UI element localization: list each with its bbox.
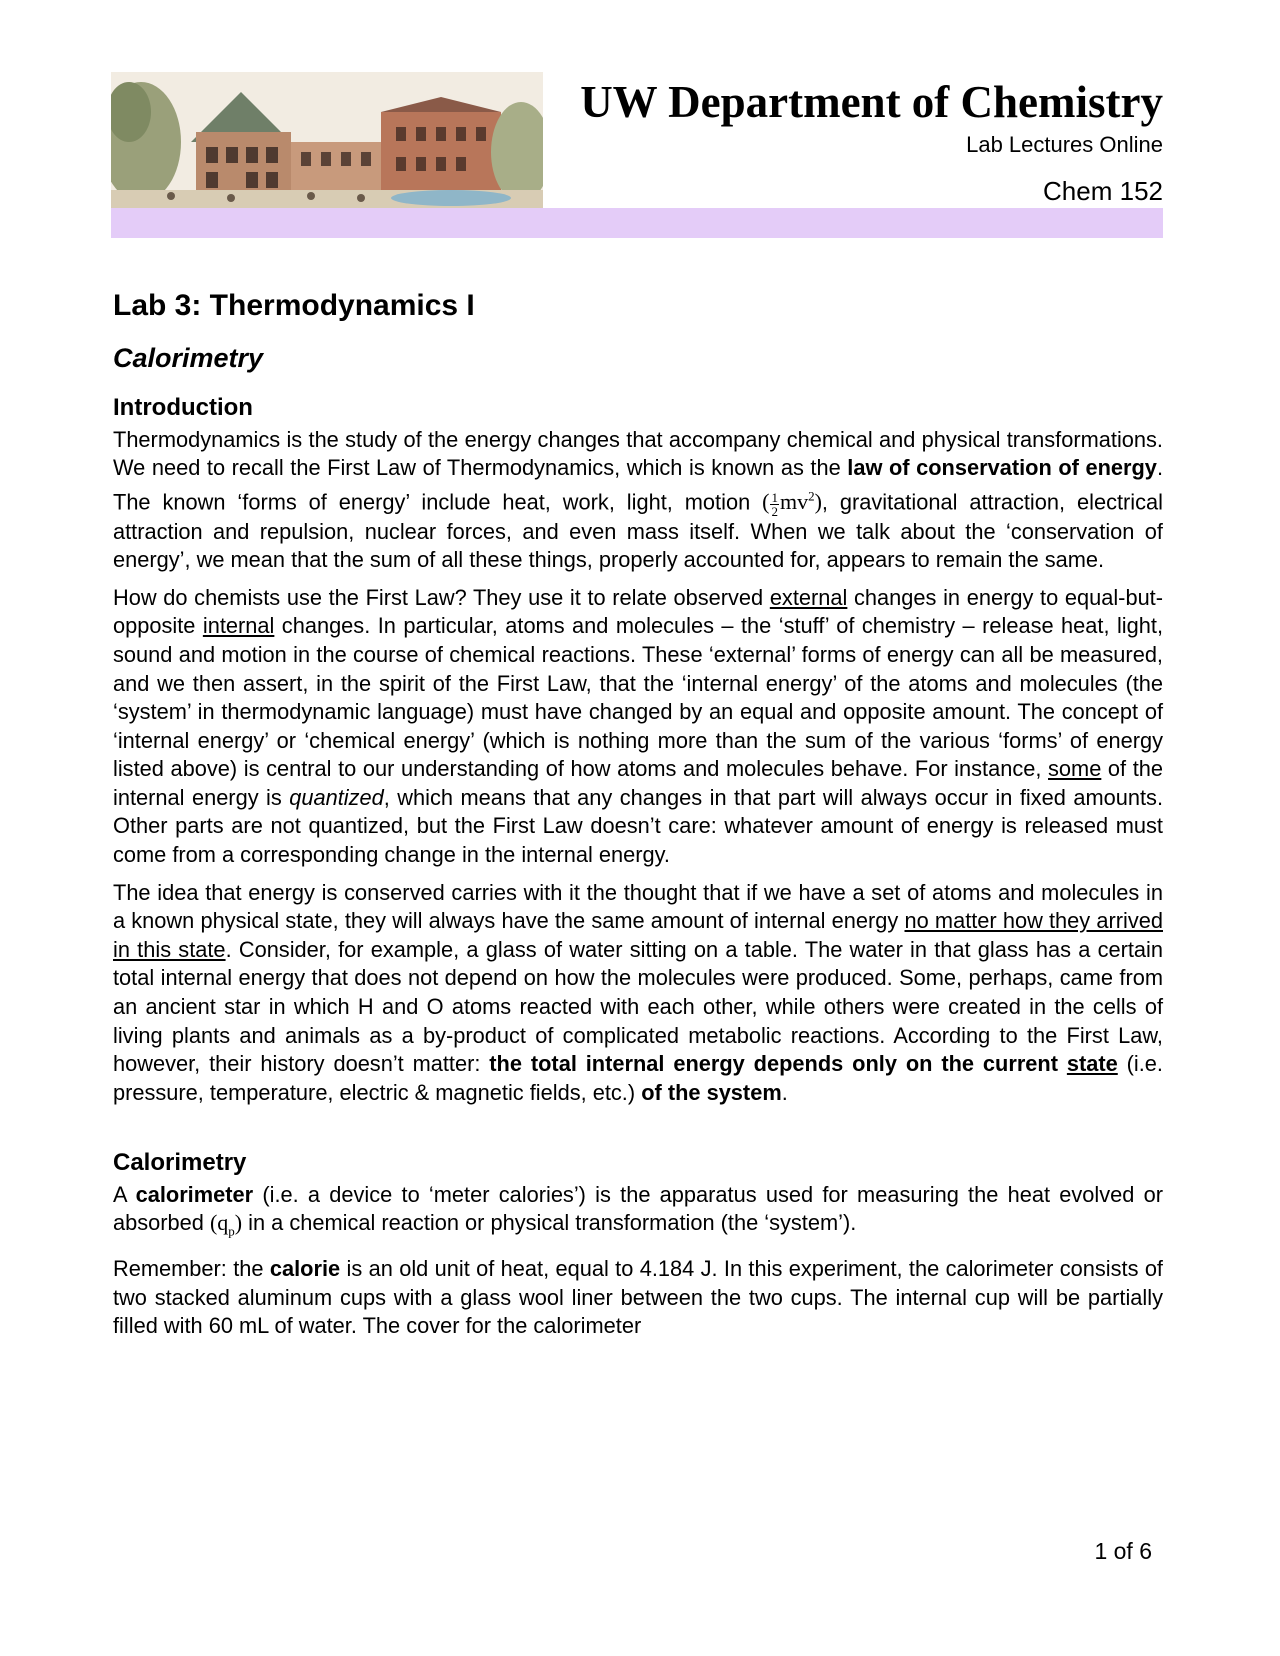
campus-building-photo <box>111 72 543 208</box>
fraction-denominator: 2 <box>771 503 778 519</box>
q-symbol: (q <box>209 1210 229 1236</box>
text: . Consider, for example, a glass of water sitting on a table. The water in that glass has a certain total internal energy that does not depend on how the molecules were produced. Some, perhaps, came from an ancient star in which H and O atoms reacted with each other, while others were created in the cells of living plants and animals as a by-product of complicated metabolic reactions. According to the First Law, however, their history doesn’t matter: <box>113 936 1163 1077</box>
text: of the internal energy is <box>113 756 1164 810</box>
underlined-term: some <box>1048 756 1102 782</box>
building-illustration <box>111 72 543 208</box>
calorimetry-paragraph-1 <box>113 1181 1163 1247</box>
text: in a chemical reaction or physical transformation (the ‘system’). <box>242 1210 857 1236</box>
bold-phrase: the total internal energy depends only on the current <box>489 1051 1067 1077</box>
lab-title: Lab 3: Thermodynamics I <box>113 289 475 322</box>
text: . The known ‘forms of energy’ include heat, work, light, motion <box>113 455 1163 515</box>
header-subtitle: Lab Lectures Online <box>966 132 1163 157</box>
text: The idea that energy is conserved carries with it the thought that if we have a set of atoms and molecules in a known physical state, they will always have the same amount of internal energy <box>113 879 1163 934</box>
text: A <box>113 1181 136 1207</box>
calorimetry-heading: Calorimetry <box>113 1149 247 1177</box>
formula-exponent: 2 <box>808 488 815 504</box>
text: , gravitational attraction, electrical attraction and repulsion, nuclear forces, and even mass itself. When we talk about the ‘conservation of energy’, we mean that the sum of all these things, properly accounted for, appears to remain the same. <box>113 489 1163 573</box>
formula-variable: mv <box>779 489 809 515</box>
page-number: 1 of 6 <box>1094 1538 1152 1564</box>
header-bar <box>111 208 1163 238</box>
page-header <box>111 72 1163 238</box>
text: changes in energy to equal-but-opposite <box>113 584 1163 639</box>
text: How do chemists use the First Law? They use it to relate observed <box>113 584 770 610</box>
text: Thermodynamics is the study of the energy changes that accompany chemical and physical transformations. We need to recall the First Law of Thermodynamics, which is known as the <box>113 426 1163 481</box>
introduction-heading: Introduction <box>113 394 253 422</box>
intro-paragraph-3 <box>113 879 1163 1108</box>
department-title: UW Department of Chemistry <box>580 77 1163 127</box>
text: changes. In particular, atoms and molecules – the ‘stuff’ of chemistry – release heat, light, sound and motion in the course of chemical reactions. These ‘external’ forms of energy can all be measured, and we then assert, in the spirit of the First Law, that the ‘internal energy’ of the atoms and molecules (the ‘system’ in thermodynamic language) must have changed by an equal and opposite amount. The concept of ‘internal energy’ or ‘chemical energy’ (which is nothing more than the sum of the various ‘forms’ of energy listed above) is central to our understanding of how atoms and molecules behave. For instance, <box>113 613 1164 782</box>
text: (i.e. pressure, temperature, electric & magnetic fields, etc.) <box>113 1051 1163 1105</box>
text: , which means that any changes in that part will always occur in fixed amounts. Other parts are not quantized, but the First Law doesn’t care: whatever amount of energy is released must come from a corresponding change in the internal energy. <box>113 784 1164 868</box>
document-body <box>113 288 1163 1350</box>
intro-paragraph-1 <box>113 426 1163 575</box>
lab-subtitle: Calorimetry <box>113 343 264 373</box>
intro-paragraph-2 <box>113 584 1163 870</box>
bold-phrase: of the system <box>641 1079 782 1105</box>
italic-term: quantized <box>289 784 384 810</box>
text: Remember: the <box>113 1256 270 1282</box>
bold-underlined-term: state <box>1066 1051 1118 1077</box>
q-subscript: p <box>228 1223 235 1239</box>
heat-symbol <box>209 1210 243 1239</box>
bold-term: law of conservation of energy <box>847 455 1157 481</box>
bold-term: calorimeter <box>135 1181 254 1207</box>
underlined-term: internal <box>202 613 275 639</box>
bold-term: calorie <box>269 1256 341 1282</box>
text: . <box>781 1079 788 1105</box>
text: is an old unit of heat, equal to 4.184 J. In this experiment, the calorimeter consists of two stacked aluminum cups with a glass wool liner between the two cups. The internal cup will be partially filled with 60 mL of water. The cover for the calorimeter <box>113 1256 1163 1339</box>
paren-close: ) <box>814 489 822 515</box>
course-label: Chem 152 <box>1043 176 1163 206</box>
kinetic-energy-formula <box>762 488 822 519</box>
paren-close: ) <box>234 1210 243 1236</box>
text: (i.e. a device to ‘meter calories’) is the apparatus used for measuring the heat evolved or absorbed <box>113 1181 1163 1236</box>
calorimetry-paragraph-2 <box>113 1255 1163 1341</box>
fraction-numerator: 1 <box>771 489 778 505</box>
fraction <box>770 491 779 518</box>
underlined-phrase: no matter how they arrived in this state <box>113 908 1163 962</box>
underlined-term: external <box>769 584 848 610</box>
paren-open: ( <box>762 489 770 515</box>
